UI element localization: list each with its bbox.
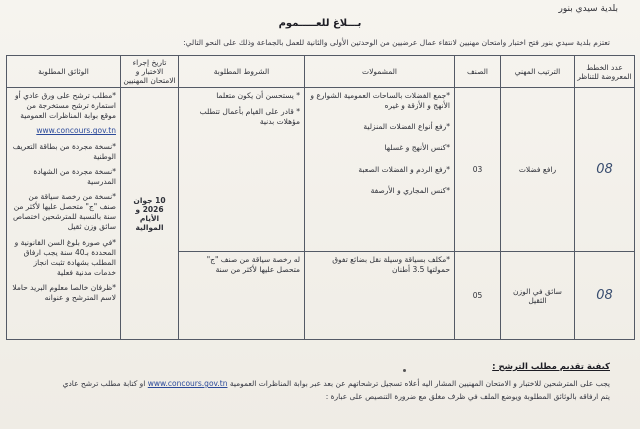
task-item: *جمع الفضلات بالساحات العمومية الشوارع و الأنهج و الأزقة و غيره — [310, 91, 450, 111]
instructions-line1: يجب على المترشحين للاختبار و الامتحان المهنيين المشار اليه أعلاه تسجيل ترشحاتهم عن بعد عبر بوابة المناظرات العمومية — [229, 379, 610, 388]
row1-count-value: 08 — [596, 162, 613, 177]
document-item: *مطلب ترشح على ورق عادي أو استمارة ترشح مستخرجة من موقع بوابة المناظرات العمومية — [15, 91, 116, 121]
document-title: بـــلاغ للعـــــموم — [278, 18, 362, 29]
task-item: *رفع أنواع الفضلات المنزلية — [363, 122, 450, 132]
document-link[interactable] — [11, 126, 116, 136]
footer-concours-link[interactable]: www.concours.gov.tn — [147, 379, 228, 388]
header-count: عدد الخطط المعروضة للتناظر — [575, 56, 635, 88]
intro-paragraph: تعتزم بلدية سيدي بنور فتح اختبار وامتحان مهنيين لانتقاء عمال عرضيين من الوحدتين الأولى والثانية للعمل بالجماعة وذلك على النحو التالي: — [183, 38, 610, 47]
document-item: *في صورة بلوغ السن القانونية و المحددة بـ40 سنة يجب ارفاق المطلب بشهادة تثبت انجاز خدمات مدنية فعلية — [14, 237, 116, 277]
row1-count — [575, 88, 635, 252]
row1-tasks — [305, 88, 455, 252]
task-item: *رفع الردم و الفضلات الصعبة — [358, 164, 450, 174]
row2-count — [575, 252, 635, 340]
table-header-row — [7, 56, 635, 88]
condition-item: له رخصة سياقة من صنف "ج" متحصل عليها لأكثر من سنة — [206, 255, 300, 275]
instructions-line2: يتم ارفاقه بالوثائق المطلوبة ويوضع الملف في ظرف مغلق مع ضرورة التنصيص على عبارة : — [325, 391, 610, 401]
condition-item: * قادر على القيام بأعمال تتطلب مؤهلات بدنية — [199, 107, 300, 127]
header-grade: الترتيب المهني — [501, 56, 575, 88]
header-documents: الوثائق المطلوبة — [7, 56, 121, 88]
row2-tasks — [305, 252, 455, 340]
row1-class: 03 — [455, 88, 501, 252]
row2-conditions — [179, 252, 305, 340]
instructions-line1-end: او كتابة مطلب ترشح عادي — [62, 379, 146, 388]
document-item: *نسخة مجردة من بطاقة التعريف الوطنية — [12, 141, 116, 161]
header-tasks: المشمولات — [305, 56, 455, 88]
task-item: *مكلف بسياقة وسيلة نقل بضائع تفوق حمولتها 3.5 أطنان — [332, 255, 450, 275]
exam-date: 10 جوان 2026 و الأيام الموالية — [121, 88, 179, 340]
concours-link[interactable]: www.concours.gov.tn — [36, 126, 116, 136]
row1-conditions — [179, 88, 305, 252]
task-item: *كنس المجاري و الأرصفة — [370, 185, 450, 195]
header-conditions: الشروط المطلوبة — [179, 56, 305, 88]
document-item: *نسخة مجردة من الشهادة المدرسية — [33, 166, 116, 186]
table-row — [7, 88, 635, 252]
required-documents — [7, 88, 121, 340]
document-item: *ظرفان خالصا معلوم البريد حاملا لاسم المترشح و عنوانه — [12, 283, 116, 303]
task-item: *كنس الأنهج و غسلها — [384, 143, 450, 153]
row2-grade: سائق في الوزن الثقيل — [501, 252, 575, 340]
row2-count-value: 08 — [596, 288, 613, 303]
application-heading: كيفية تقديم مطلب الترشح : — [492, 362, 610, 372]
stray-dot — [403, 369, 406, 372]
document-item: *نسخة من رخصة سياقة من صنف "ج" متحصل عليها لأكثر من سنة بالنسبة للمترشحين اختصاص سائق وزن ثقيل — [12, 192, 116, 232]
row1-grade: رافع فضلات — [501, 88, 575, 252]
positions-table — [6, 55, 635, 340]
application-instructions — [20, 378, 610, 404]
header-date: تاريخ إجراء الاختبار و الامتحان المهنيين — [121, 56, 179, 88]
header-class: الصنف — [455, 56, 501, 88]
condition-item: * يستحسن أن يكون متعلما — [216, 91, 300, 100]
row2-class: 05 — [455, 252, 501, 340]
municipality-name: بلدية سيدي بنور — [558, 4, 618, 14]
